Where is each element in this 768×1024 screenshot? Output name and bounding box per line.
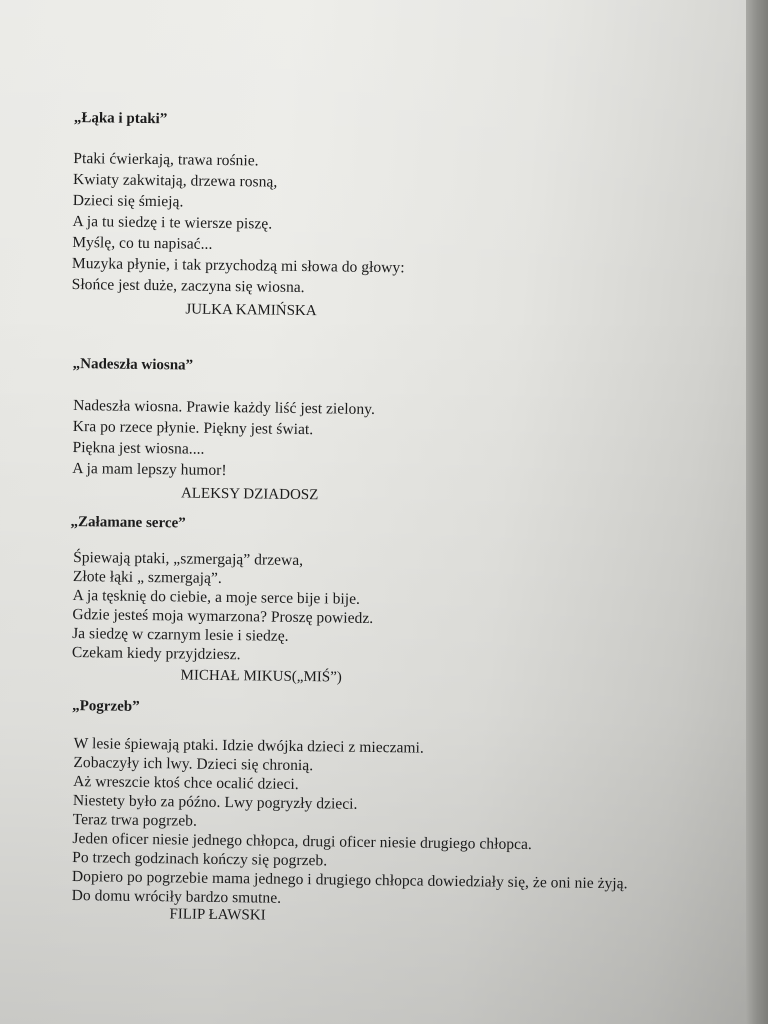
poem-line: A ja tu siedzę i te wiersze piszę. [72,212,273,233]
poem-title: „Pogrzeb” [72,698,140,715]
poem-line: Dzieci się śmieją. [72,191,184,211]
poem-line: Słońce jest duże, zaczyna się wiosna. [71,275,305,297]
poem-title: „Łąka i ptaki” [73,110,168,128]
poem-title: „Nadeszła wiosna” [72,356,194,374]
poem-line: Teraz trwa pogrzeb. [72,811,198,830]
poem-line: Kra po rzece płynie. Piękny jest świat. [72,418,314,439]
poem-line: Ja siedzę w czarnym lesie i siedzę. [72,625,289,645]
poem-line: Zobaczyły ich lwy. Dzieci się chronią. [73,754,314,775]
poem-line: Myślę, co tu napisać... [72,233,213,253]
poem-line: Złote łąki „ szmergają”. [72,568,222,587]
poem-line: Po trzech godzinach kończy się pogrzeb. [72,849,328,870]
poem-line: Nadeszła wiosna. Prawie każdy liść jest zielony. [73,397,376,418]
poem-line: Piękna jest wiosna.... [72,439,205,458]
poem-author: JULKA KAMIŃSKA [185,301,317,320]
poem-line: Kwiaty zakwitają, drzewa rosną, [72,170,278,191]
page-edge [746,0,768,1024]
poem-title: „Załamane serce” [70,513,186,532]
poem-line: Gdzie jesteś moja wymarzona? Proszę powiedz. [72,606,374,627]
poem-line: Niestety było za późno. Lwy pogryzły dzieci. [72,792,358,813]
poem-line: A ja tęsknię do ciebie, a moje serce bije i bije. [72,587,361,608]
poem-line: Ptaki ćwierkają, trawa rośnie. [73,149,259,170]
poem-line: Muzyka płynie, i tak przychodzą mi słowa do głowy: [71,254,405,277]
poem-line: Aż wreszcie ktoś chce ocalić dzieci. [73,773,299,793]
poem-author: MICHAŁ MIKUS(„MIŚ”) [180,667,342,686]
poem-line: W lesie śpiewają ptaki. Idzie dwójka dzieci z mieczami. [73,735,425,757]
poem-line: Dopiero po pogrzebie mama jednego i drugiego chłopca dowiedziały się, że oni nie żyją. [71,868,628,893]
poem-line: Jeden oficer niesie jednego chłopca, drugi oficer niesie drugiego chłopca. [72,830,533,854]
poem-line: Śpiewają ptaki, „szmergają” drzewa, [73,549,304,570]
poem-line: Czekam kiedy przyjdziesz. [71,644,241,664]
poem-author: ALEKSY DZIADOSZ [180,485,319,504]
poem-line: A ja mam lepszy humor! [72,460,227,480]
poem-line: Do domu wróciły bardzo smutne. [71,887,282,907]
poem-author: FILIP ŁAWSKI [169,906,266,924]
